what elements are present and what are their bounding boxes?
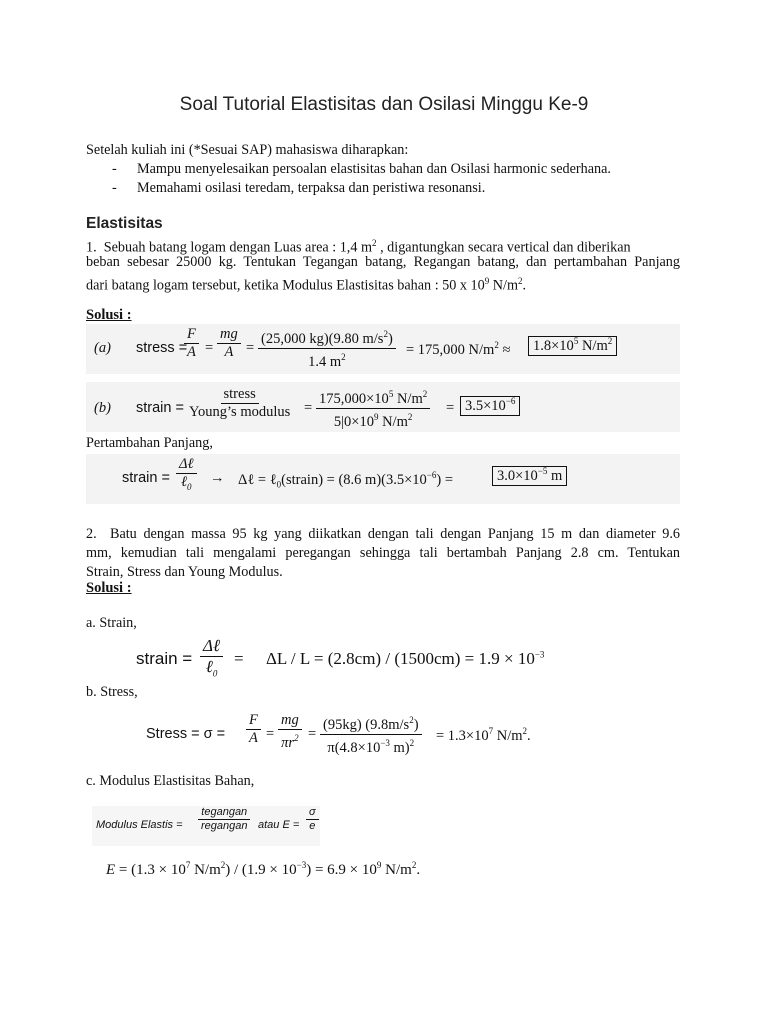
boxed-answer-stress: $1.8\times 10^5$ $N/m^2$ — [528, 336, 617, 355]
modulus-definition: Modulus Elastis = $\frac{\text{tegangan}}{\text{regangan}}$ atau E = $\frac{\sigma}{e}$ — [92, 806, 320, 846]
problem-2-line-1: 2. Batu dengan massa 95 kg yang diikatkan dengan tali dengan Panjang 15 m dan diameter 9.6 — [86, 526, 681, 542]
stress-result: = $1.3\times 10^7$ $N/m^2$. — [436, 726, 531, 744]
stress-word: stress = — [136, 340, 188, 356]
equation-stress-2: Stress = σ = $\frac{F}{A}$ = $\frac{mg}{\pi r^2}$ = $\frac{(95kg) (9.8m/s^2)}{\pi(4.8\times 10^{-3} m)^2}$ = $1.3\times 10^7$ $N/m^2$. — [146, 712, 531, 756]
fraction-delta-l-over-l0: $\frac{\text{Δℓ}}{\ell_0}$ — [174, 456, 199, 496]
fraction-F-over-A: $\frac{F}{A}$ — [244, 712, 263, 747]
fraction-delta-l-over-l0: $\frac{\text{Δℓ}}{\ell_0}$ — [198, 636, 225, 683]
solution-label: Solusi : — [86, 580, 132, 596]
stress-result: = 175,000 N/m — [406, 341, 495, 358]
problem-1-line-3: dari batang logam tersebut, ketika Modulus Elastisitas bahan : 50 x $10^9$ $N/m^2$. — [86, 276, 527, 294]
dash-bullet: - — [112, 180, 117, 196]
equation-elongation — [86, 454, 680, 504]
strain-label: a. Strain, — [86, 615, 137, 631]
problem-2-line-2: mm, kemudian tali mengalami peregangan sehingga tali bertambah Panjang 2.8 cm. Tentukan — [86, 545, 680, 561]
equation-strain-b: (b) strain = $\frac{\text{stress}}{\text{Young’s modulus}}$ = $\frac{175,000\times 10^5 N/m^2}{5|0\times 10^9 N/m^2}$ = $3.5\times 10^{-6}$ — [86, 382, 680, 432]
elongation-expression: Δℓ = ℓ$_0$(strain) = (8.6 $m)(3.5\times 10^{-6})$ = — [238, 470, 453, 490]
objective-text: Mampu menyelesaikan persoalan elastisitas bahan dan Osilasi harmonic sederhana. — [137, 161, 611, 177]
boxed-answer-strain: $3.5\times 10^{-6}$ — [460, 396, 520, 415]
objective-text: Memahami osilasi teredam, terpaksa dan peristiwa resonansi. — [137, 180, 486, 196]
part-label: (a) — [94, 340, 111, 356]
fraction-tegangan-over-regangan: $\frac{\text{tegangan}}{\text{regangan}}$ — [196, 806, 253, 833]
section-heading: Elastisitas — [86, 215, 163, 232]
strain-word: strain = — [136, 400, 184, 416]
fraction-sigma-over-e: $\frac{\sigma}{e}$ — [304, 806, 321, 833]
strain-word: strain = — [136, 649, 193, 668]
objective-item — [112, 160, 611, 179]
stress-label: b. Stress, — [86, 684, 138, 700]
intro-text: Setelah kuliah ini (*Sesuai SAP) mahasiswa diharapkan: — [86, 142, 409, 158]
fraction-stress-over-modulus: $\frac{\text{stress}}{\text{Young’s modulus}}$ — [189, 386, 291, 420]
fraction-F-over-A: $\frac{F}{A}$ — [182, 326, 201, 361]
boxed-answer-elongation: $3.0\times 10^{-5}$ m — [492, 466, 567, 485]
page-title: Soal Tutorial Elastisitas dan Osilasi Minggu Ke-9 — [179, 94, 589, 115]
problem-2-line-3: Strain, Stress dan Young Modulus. — [86, 564, 283, 580]
equation-strain-2: strain = $\frac{\text{Δℓ}}{\ell_0}$ = $\Delta L / L = (2.8cm) / (1500cm) = 1.9 \times 10^{-3}$ — [104, 636, 584, 682]
fraction-stress-numeric: $\frac{(95kg) (9.8m/s^2)}{\pi(4.8\times 10^{-3} m)^2}$ — [318, 712, 424, 757]
strain-word: strain = — [122, 470, 170, 486]
equation-modulus-result: $E = (1.3 \times 10^7$ $N/m^2) / (1.9 \times 10^{-3}) = 6.9 \times 10^9$ $N/m^2$. — [106, 860, 421, 878]
fraction-mg-over-A: $\frac{mg}{A}$ — [215, 326, 243, 361]
problem-1-line-1: 1. Sebuah batang logam dengan Luas area : 1,4 $m^2$ , digantungkan secara vertical dan diberikan — [86, 238, 631, 256]
stress-word: Stress = σ = — [146, 726, 226, 742]
problem-1-line-2: beban sebesar 25000 kg. Tentukan Tegangan batang, Regangan batang, dan pertambahan Panjang — [86, 254, 680, 270]
solution-label: Solusi : — [86, 307, 132, 323]
equation-stress-a: (a) stress = $\frac{F}{A}$ = $\frac{mg}{A}$ = $\frac{(25,000 kg)(9.80 m/s^2)}{1.4 m^2}$ = 175,000 $N/m^2$ ≈ $1.8\times 10^5$ $N/m^2$ — [86, 324, 680, 374]
fraction-numeric: $\frac{(25,000 kg)(9.80 m/s^2)}{1.4 m^2}$ — [256, 326, 398, 371]
fraction-mg-over-pir2: $\frac{mg}{\pi r^2}$ — [276, 712, 304, 752]
arrow-icon: → — [210, 470, 225, 486]
pertambahan-label: Pertambahan Panjang, — [86, 435, 213, 451]
dash-bullet: - — [112, 161, 117, 177]
strain-expression: $\Delta L / L = (2.8cm) / (1500cm) = 1.9 \times 10^{-3}$ — [266, 649, 545, 668]
objective-item — [112, 179, 485, 198]
fraction-strain-numeric: $\frac{175,000\times 10^5 N/m^2}{5|0\times 10^9 N/m^2}$ — [314, 386, 432, 431]
modulus-label: c. Modulus Elastisitas Bahan, — [86, 773, 255, 789]
